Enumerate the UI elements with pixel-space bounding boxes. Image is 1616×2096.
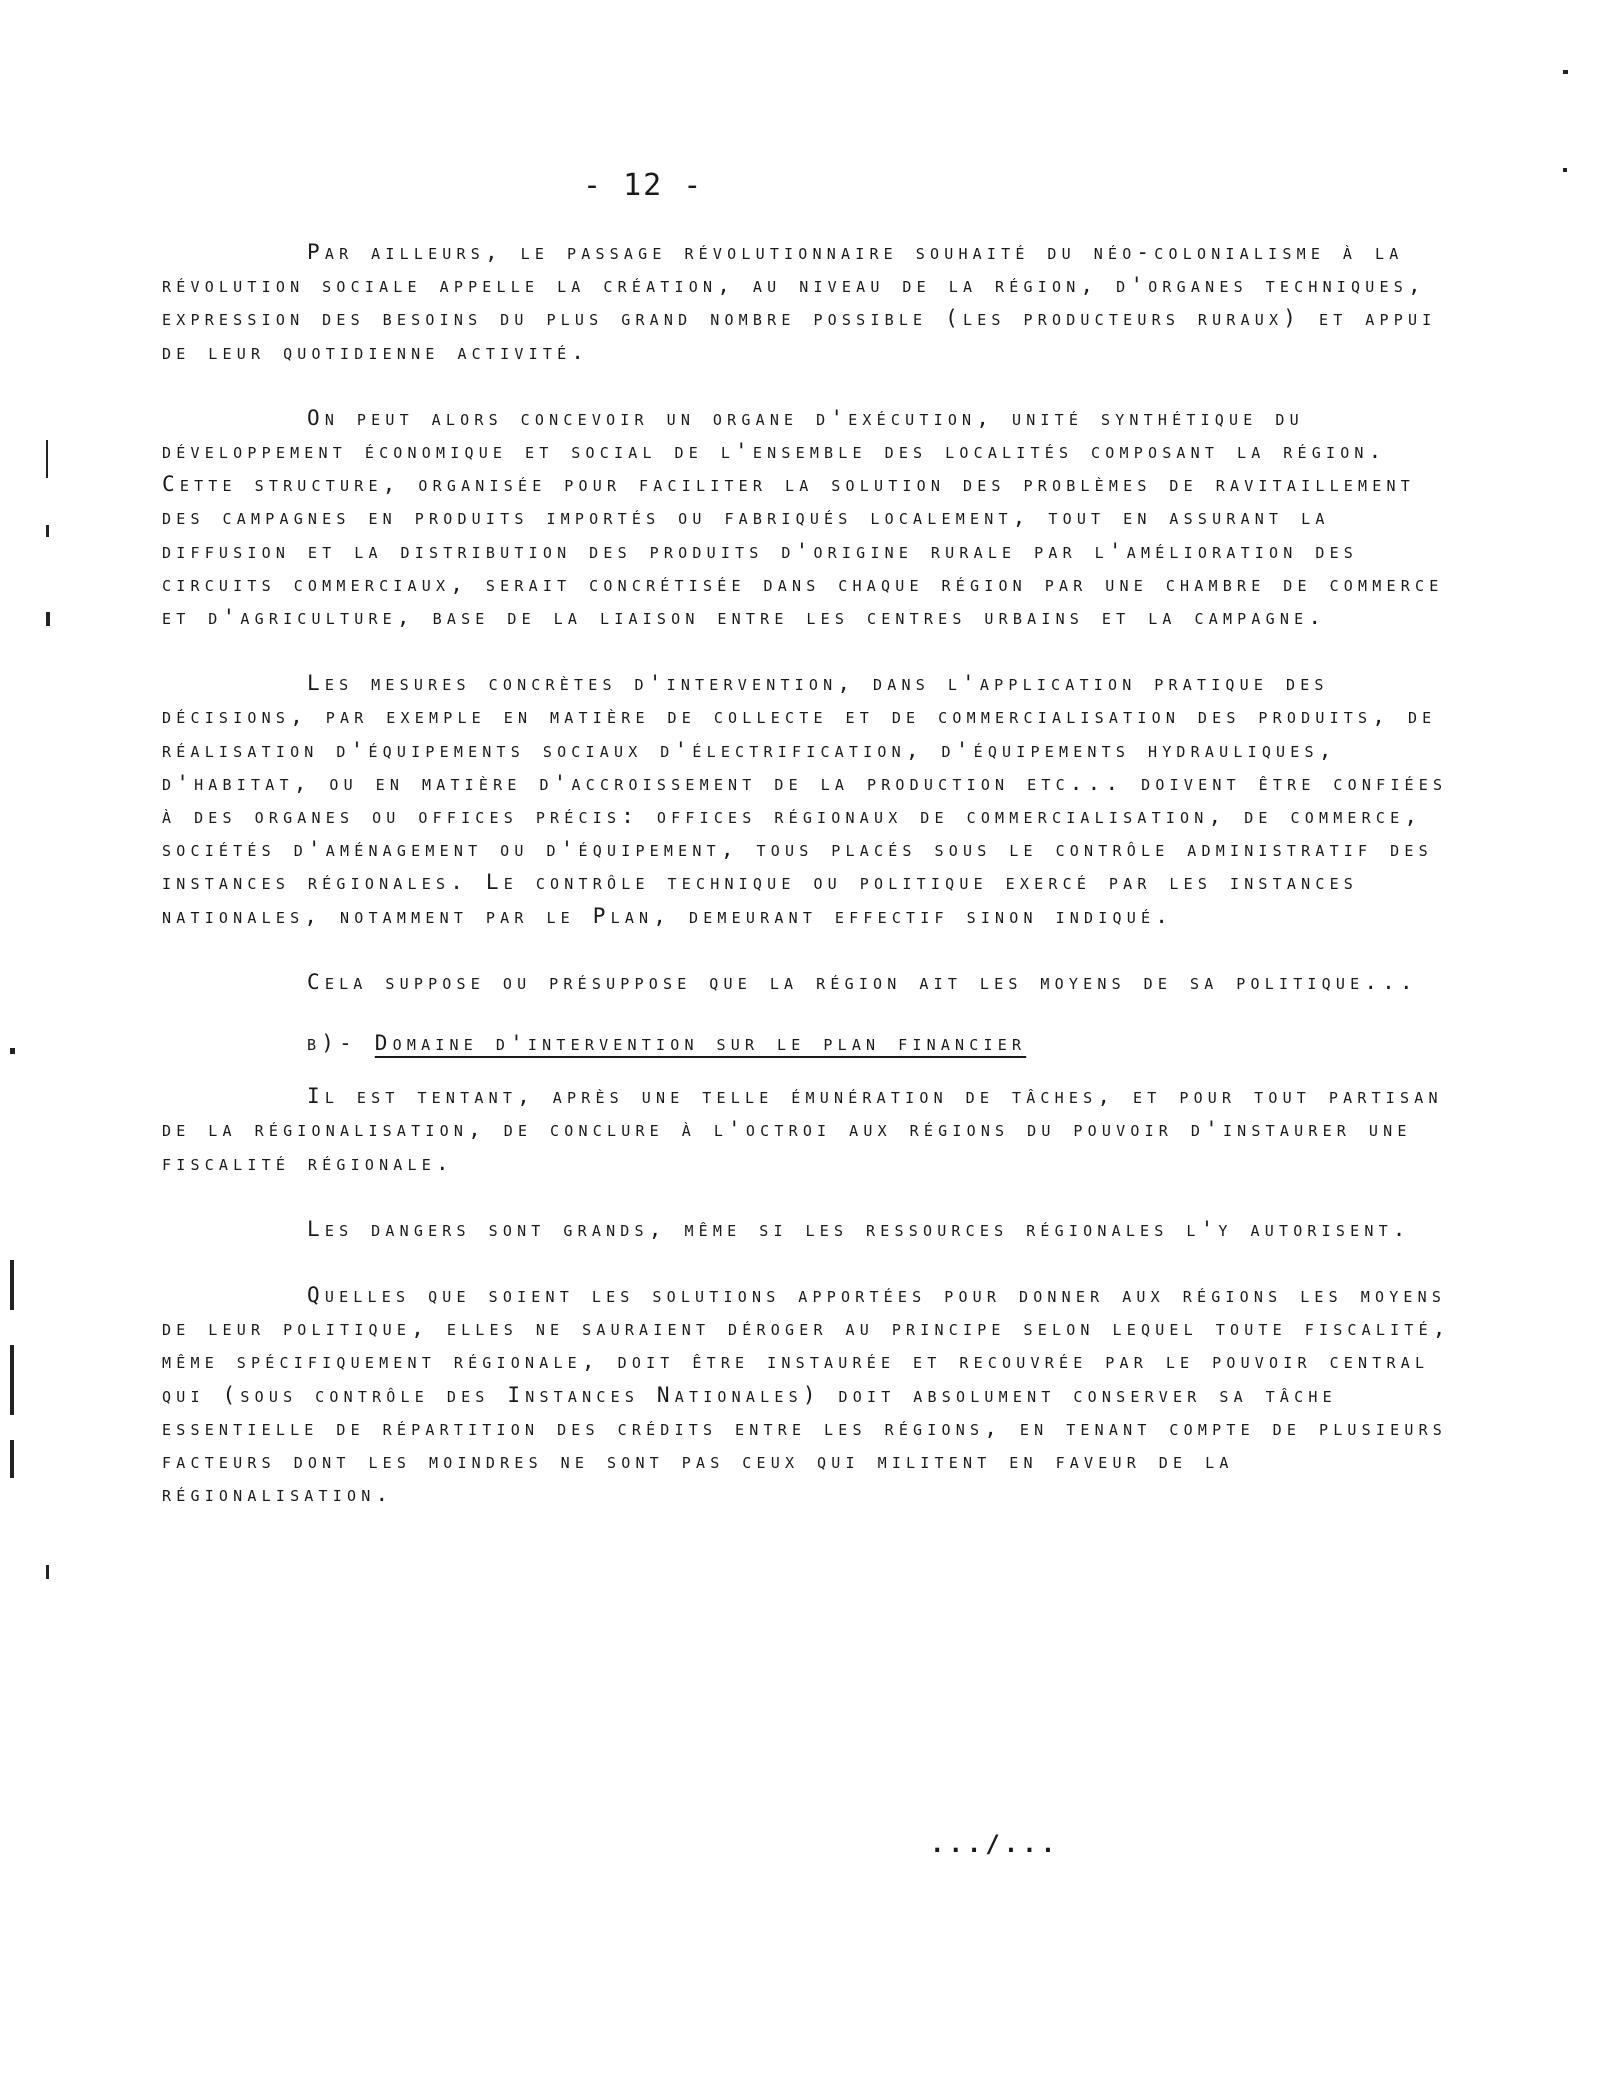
margin-mark — [46, 1565, 49, 1579]
margin-mark — [10, 1345, 14, 1415]
margin-mark — [46, 440, 48, 478]
paragraph-5 — [162, 1080, 1462, 1180]
page-number: - 12 - — [583, 168, 704, 203]
paragraph-2 — [162, 402, 1462, 634]
paragraph-4 — [162, 966, 1462, 999]
paragraph-7 — [162, 1279, 1462, 1511]
margin-mark — [10, 1260, 14, 1310]
margin-mark — [46, 612, 50, 626]
margin-mark — [10, 1440, 14, 1478]
paragraph-text: Cela suppose ou présuppose que la région ait les moyens de sa politique... — [307, 969, 1418, 994]
paragraph-1 — [162, 236, 1462, 369]
paragraph-text: On peut alors concevoir un organe d'exécution, unité synthétique du développement économique et social de l'ensemble des localités composant la région. Cette structure, organisée pour faciliter la solution des problèmes de ravitaillement des campagnes en produits importés ou fabriqués localement, tout en assurant la diffusion et la distribution des produits d'origine rurale par l'amélioration des circuits commerciaux, serait concrétisée dans chaque région par une chambre de commerce et d'agriculture, base de la liaison entre les centres urbains et la campagne. — [162, 405, 1444, 630]
margin-mark — [46, 525, 49, 537]
paragraph-text: Il est tentant, après une telle émunération de tâches, et pour tout partisan de la régionalisation, de conclure à l'octroi aux régions du pouvoir d'instaurer une fiscalité régionale. — [162, 1084, 1443, 1175]
margin-mark — [1563, 70, 1568, 74]
section-heading-prefix: b)- — [307, 1031, 375, 1056]
paragraph-6 — [162, 1213, 1462, 1246]
body-text — [162, 236, 1462, 1545]
margin-mark — [10, 1048, 15, 1054]
paragraph-3 — [162, 667, 1462, 933]
paragraph-text: Quelles que soient les solutions apportées pour donner aux régions les moyens de leur politique, elles ne sauraient déroger au principe selon lequel toute fiscalité, même spécifiquement régionale, doit être instaurée et recouvrée par le pouvoir central qui (sous contrôle des Instances Nationales) doit absolument conserver sa tâche essentielle de répartition des crédits entre les régions, en tenant compte de plusieurs facteurs dont les moindres ne sont pas ceux qui militent en faveur de la régionalisation. — [162, 1283, 1451, 1507]
paragraph-text: Les mesures concrètes d'intervention, dans l'application pratique des décisions, par exemple en matière de collecte et de commercialisation des produits, de réalisation d'équipements sociaux d'électrification, d'équipements hydrauliques, d'habitat, ou en matière d'accroissement de la production etc... doivent être confiées à des organes ou offices précis: offices régionaux de commercialisation, de commerce, sociétés d'aménagement ou d'équipement, tous placés sous le contrôle administratif des instances régionales. Le contrôle technique ou politique exercé par les instances nationales, notamment par le Plan, demeurant effectif sinon indiqué. — [162, 671, 1448, 928]
section-heading — [162, 1027, 1462, 1060]
paragraph-text: Les dangers sont grands, même si les ressources régionales l'y autorisent. — [307, 1216, 1411, 1241]
paragraph-text: Par ailleurs, le passage révolutionnaire souhaité du néo-colonialisme à la révolution sociale appelle la création, au niveau de la région, d'organes techniques, expression des besoins du plus grand nombre possible (les producteurs ruraux) et appui de leur quotidienne activité. — [162, 240, 1437, 364]
section-heading-title: Domaine d'intervention sur le plan financier — [374, 1031, 1027, 1056]
margin-mark — [1563, 168, 1567, 172]
continuation-mark: .../... — [930, 1830, 1060, 1858]
